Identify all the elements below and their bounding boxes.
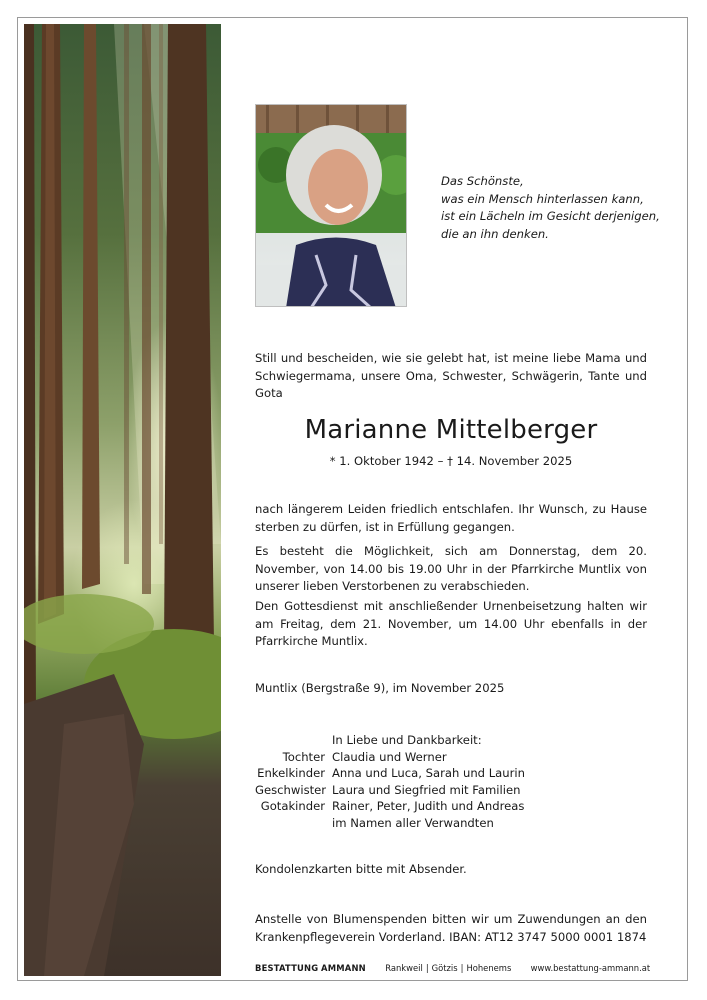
forest-illustration — [24, 24, 221, 976]
separator: | — [425, 963, 429, 973]
portrait-illustration — [256, 105, 407, 307]
website-link[interactable]: www.bestattung-ammann.at — [530, 963, 651, 973]
family-names: Claudia und Werner — [332, 749, 447, 764]
separator: | — [460, 963, 464, 973]
portrait-photo — [255, 104, 407, 307]
intro-text: Still und bescheiden, wie sie gelebt hat, ist meine liebe Mama und Schwiegermama, unsere Oma, Schwester, Schwägerin, Tante und Gota — [255, 351, 647, 401]
family-heading: In Liebe und Dankbarkeit: — [332, 733, 482, 747]
memorial-quote — [441, 173, 661, 243]
forest-image — [24, 24, 221, 976]
family-names: Laura und Siegfried mit Familien — [332, 782, 521, 797]
family-row — [255, 765, 647, 782]
quote-line: was ein Mensch hinterlassen kann, — [441, 191, 644, 206]
place-date-text: Muntlix (Bergstraße 9), im November 2025 — [255, 681, 505, 695]
family-closing-row — [255, 815, 647, 832]
location-hohenems: Hohenems — [466, 963, 512, 973]
family-list — [255, 732, 647, 831]
family-row — [255, 782, 647, 799]
quote-line: ist ein Lächeln im Gesicht derjenigen, — [441, 209, 660, 223]
location-rankweil: Rankweil — [385, 963, 423, 973]
donation-text: Anstelle von Blumenspenden bitten wir um Zuwendungen an den Krankenpflegeverein Vorderland. IBAN: AT12 3747 5000 0001 1874 — [255, 912, 647, 944]
family-names: Rainer, Peter, Judith und Andreas — [332, 799, 525, 813]
family-relation: Tochter — [282, 749, 325, 764]
family-heading-row — [255, 732, 647, 749]
family-relation: Geschwister — [255, 782, 327, 797]
deceased-name: Marianne Mittelberger — [304, 415, 598, 445]
brand-second: AMMANN — [321, 963, 366, 973]
condolence-text: Kondolenzkarten bitte mit Absender. — [255, 862, 467, 876]
family-relation: Gotakinder — [260, 799, 325, 813]
quote-line: die an ihn denken. — [441, 226, 549, 241]
brand-first: BESTATTUNG — [255, 963, 319, 973]
location-goetzis: Götzis — [431, 963, 458, 973]
service-text: Den Gottesdienst mit anschließender Urnenbeisetzung halten wir am Freitag, dem 21. November, um 14.00 Uhr ebenfalls in der Pfarrkirche Muntlix. — [255, 599, 647, 649]
quote-line: Das Schönste, — [441, 174, 524, 188]
family-row — [255, 749, 647, 766]
family-closing: im Namen aller Verwandten — [332, 815, 494, 830]
life-dates: * 1. Oktober 1942 – † 14. November 2025 — [329, 454, 573, 468]
family-row — [255, 798, 647, 815]
funeral-home-footer — [255, 962, 655, 974]
passing-text: nach längerem Leiden friedlich entschlafen. Ihr Wunsch, zu Hause sterben zu dürfen, ist in Erfüllung gegangen. — [255, 502, 647, 534]
family-relation: Enkelkinder — [257, 766, 325, 780]
family-names: Anna und Luca, Sarah und Laurin — [332, 766, 525, 780]
viewing-text: Es besteht die Möglichkeit, sich am Donnerstag, dem 20. November, von 14.00 bis 19.00 Uhr in der Pfarrkirche Muntlix von unserer lieben Verstorbenen zu verabschieden. — [255, 544, 647, 594]
